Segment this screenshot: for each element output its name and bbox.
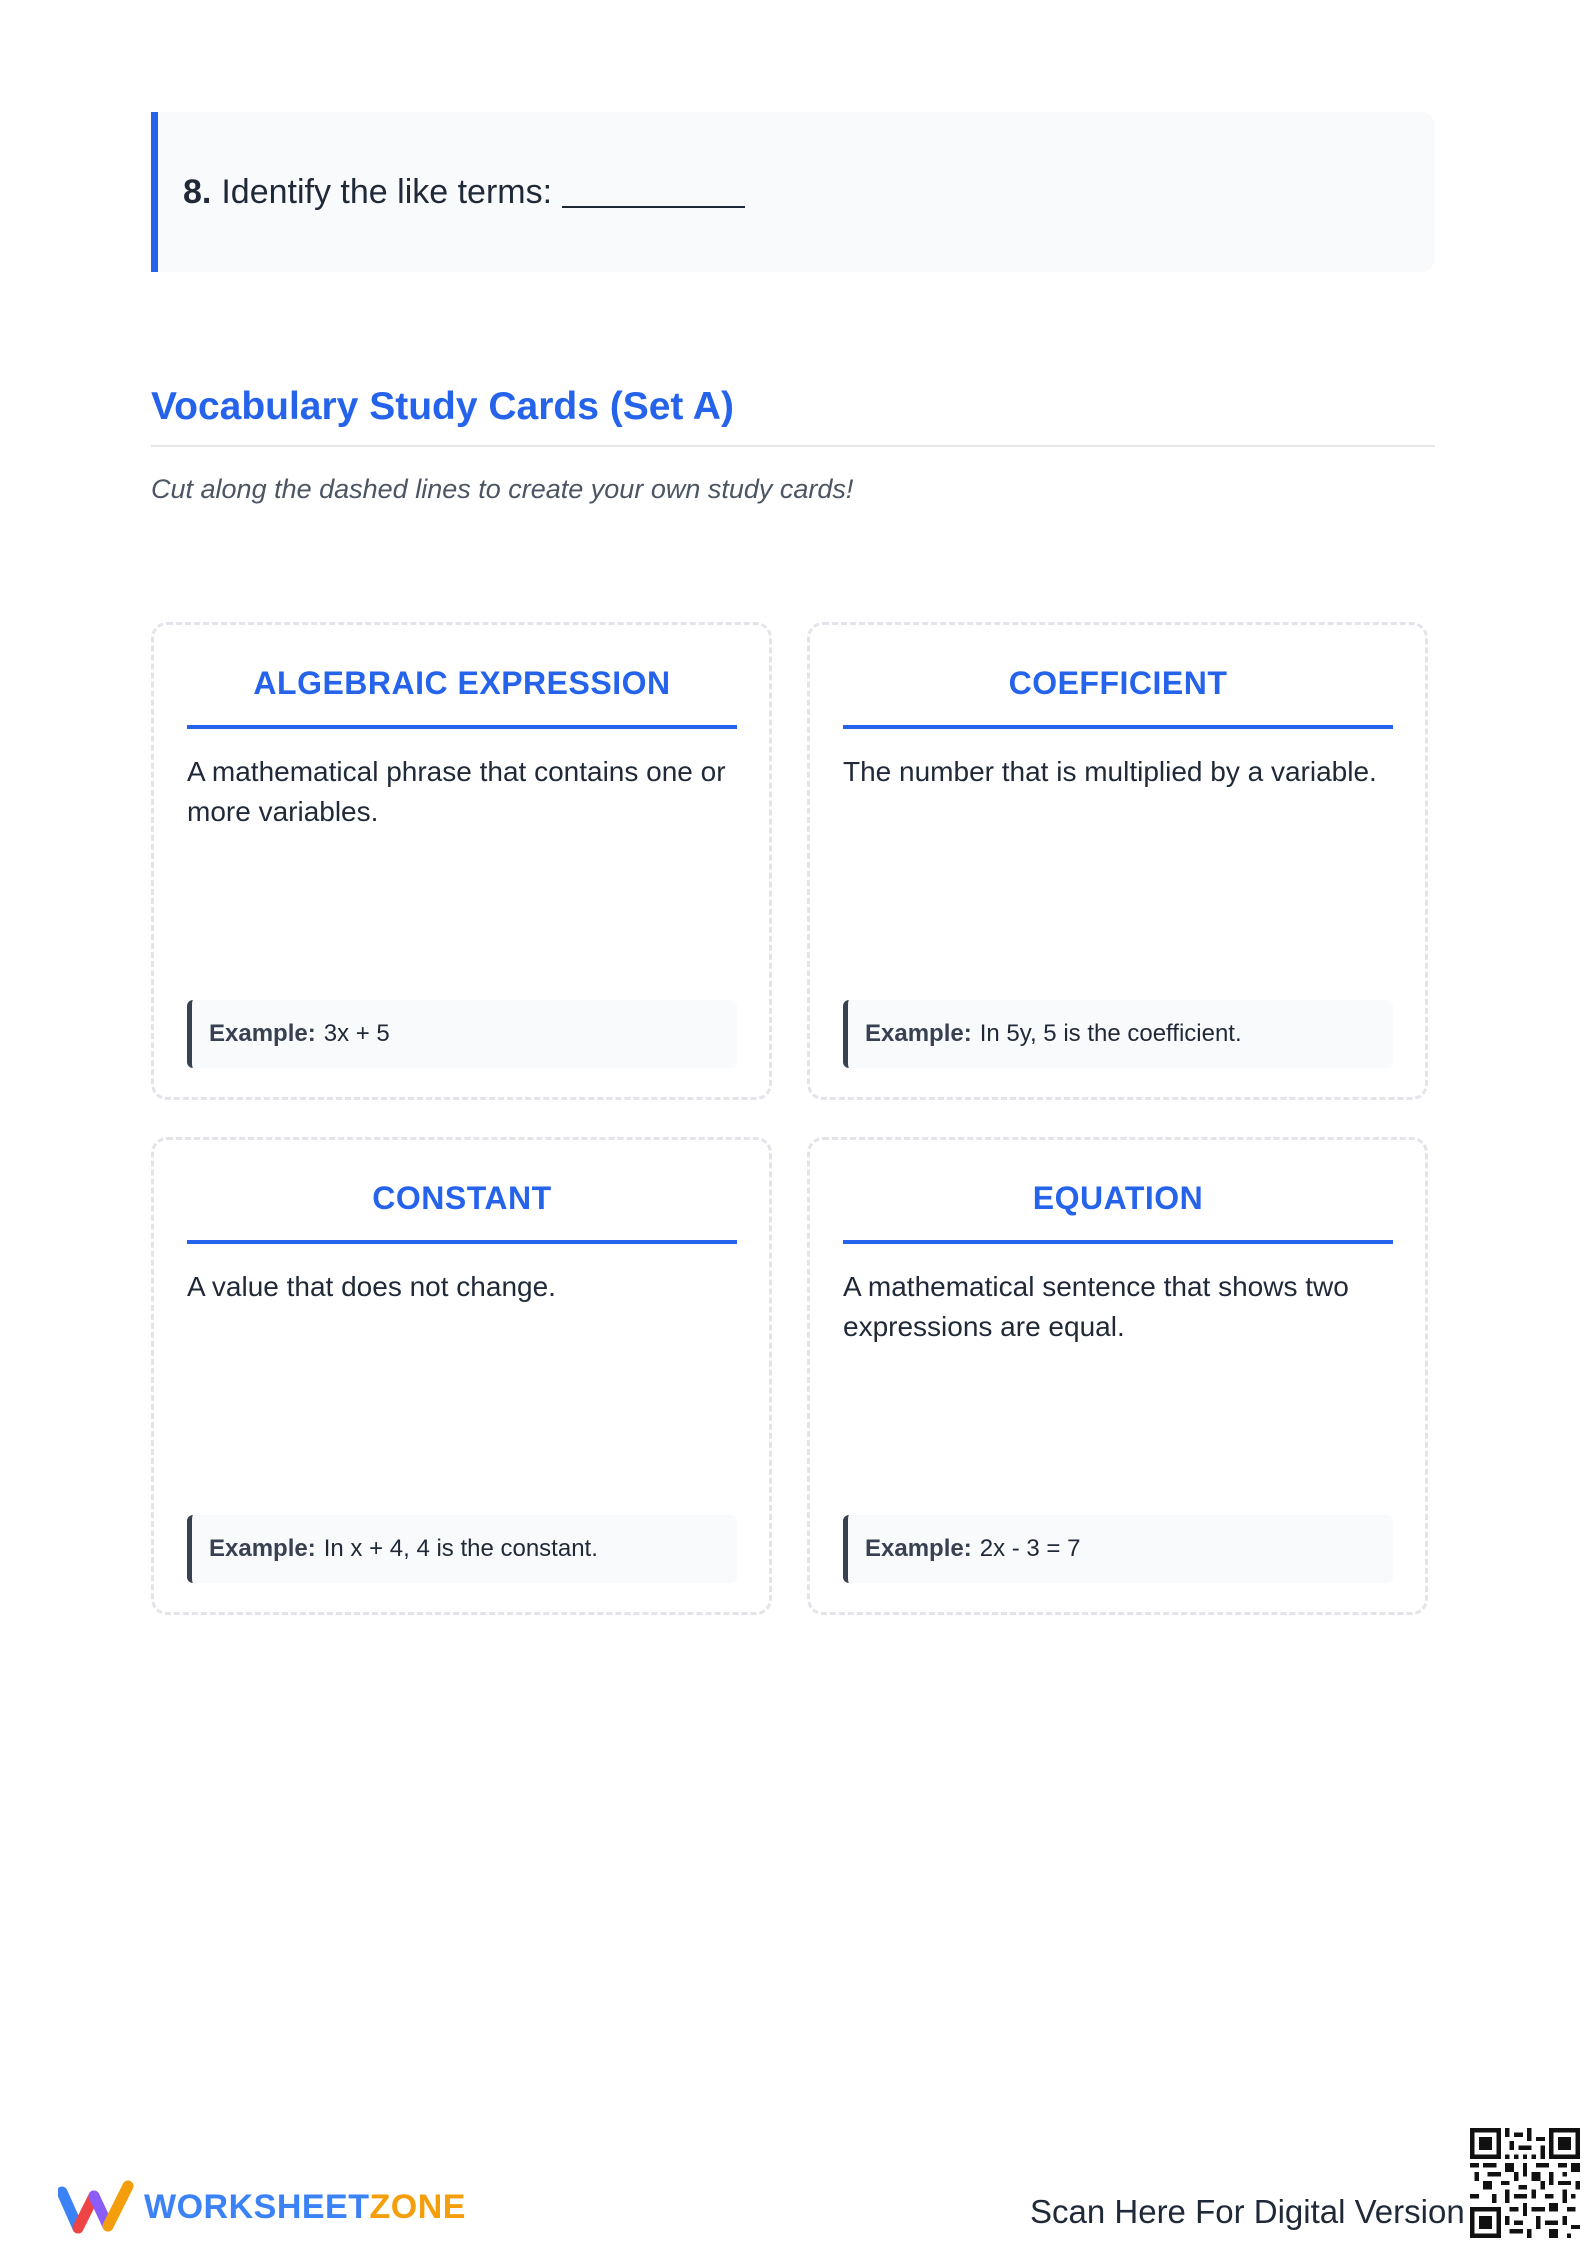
brand-name-part2: ZONE: [369, 2187, 466, 2226]
question-prompt: Identify the like terms:: [221, 172, 553, 211]
section-title: Vocabulary Study Cards (Set A): [151, 385, 734, 428]
question-box: [151, 112, 1435, 272]
card-divider: [187, 1240, 737, 1244]
example-label: Example:: [865, 1535, 972, 1562]
worksheetzone-logo-icon: [58, 2178, 134, 2236]
question-number: 8.: [183, 172, 212, 211]
brand-name-part1: WORKSHEET: [144, 2187, 370, 2226]
card-divider: [843, 1240, 1393, 1244]
study-card-constant: [151, 1137, 772, 1615]
card-example: [187, 1000, 737, 1068]
study-card-equation: [807, 1137, 1428, 1615]
section-divider: [151, 445, 1435, 447]
example-text: In x + 4, 4 is the constant.: [323, 1535, 598, 1562]
example-text: 2x - 3 = 7: [979, 1535, 1081, 1562]
card-term: COEFFICIENT: [1008, 665, 1228, 701]
section-instructions: Cut along the dashed lines to create your own study cards!: [151, 474, 854, 504]
card-term: EQUATION: [1032, 1180, 1204, 1216]
card-definition: The number that is multiplied by a variable.: [843, 756, 1377, 787]
card-term: ALGEBRAIC EXPRESSION: [253, 665, 671, 701]
footer-brand[interactable]: [58, 2178, 466, 2236]
example-label: Example:: [865, 1020, 972, 1047]
card-term: CONSTANT: [372, 1180, 552, 1216]
study-card-algebraic-expression: [151, 622, 772, 1100]
card-definition: A mathematical sentence that shows two expressions are equal.: [843, 1271, 1349, 1342]
card-divider: [187, 725, 737, 729]
answer-blank[interactable]: [562, 176, 745, 208]
card-divider: [843, 725, 1393, 729]
qr-code-icon[interactable]: [1470, 2128, 1580, 2238]
card-example: [187, 1515, 737, 1583]
card-example: [843, 1515, 1393, 1583]
card-example: [843, 1000, 1393, 1068]
example-label: Example:: [209, 1535, 316, 1562]
card-definition: A value that does not change.: [187, 1271, 556, 1302]
study-card-coefficient: [807, 622, 1428, 1100]
example-text: 3x + 5: [323, 1020, 390, 1047]
card-definition: A mathematical phrase that contains one or more variables.: [187, 756, 726, 827]
example-label: Example:: [209, 1020, 316, 1047]
example-text: In 5y, 5 is the coefficient.: [979, 1020, 1242, 1047]
brand-name: [144, 2188, 466, 2227]
scan-instruction: Scan Here For Digital Version: [1030, 2193, 1465, 2230]
question-text: [183, 173, 745, 212]
